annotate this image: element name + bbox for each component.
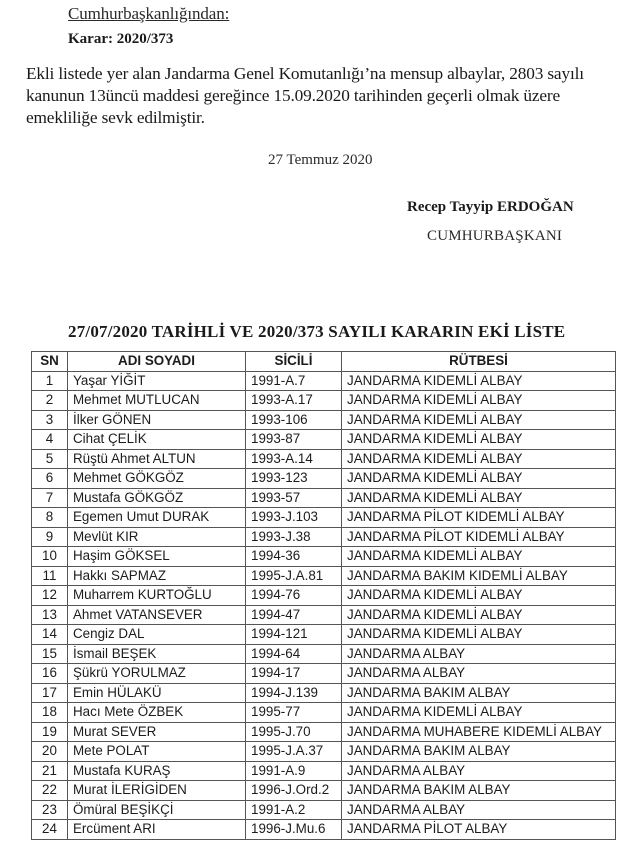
row-rank: JANDARMA KIDEMLİ ALBAY <box>342 625 616 645</box>
decision-number: Karar: 2020/373 <box>68 31 174 47</box>
table-row <box>32 371 616 391</box>
row-rank: JANDARMA KIDEMLİ ALBAY <box>342 410 616 430</box>
row-sn: 19 <box>32 722 68 742</box>
row-sn: 10 <box>32 547 68 567</box>
row-rank: JANDARMA MUHABERE KIDEMLİ ALBAY <box>342 722 616 742</box>
attachment-list-title: 27/07/2020 TARİHLİ VE 2020/373 SAYILI KARARIN EKİ LİSTE <box>68 322 566 341</box>
table-row <box>32 430 616 450</box>
row-sn: 21 <box>32 761 68 781</box>
row-name: Haşim GÖKSEL <box>68 547 246 567</box>
row-name: Ercüment ARI <box>68 820 246 840</box>
row-sicil: 1994-76 <box>246 586 342 606</box>
row-sicil: 1994-121 <box>246 625 342 645</box>
issuer-heading: Cumhurbaşkanlığından: <box>68 4 230 23</box>
row-rank: JANDARMA BAKIM ALBAY <box>342 781 616 801</box>
row-sicil: 1996-J.Mu.6 <box>246 820 342 840</box>
table-row <box>32 449 616 469</box>
row-name: Ahmet VATANSEVER <box>68 605 246 625</box>
row-sn: 11 <box>32 566 68 586</box>
table-row <box>32 547 616 567</box>
row-sicil: 1995-J.70 <box>246 722 342 742</box>
table-header-row <box>32 352 616 372</box>
row-sicil: 1991-A.7 <box>246 371 342 391</box>
row-sn: 12 <box>32 586 68 606</box>
row-sicil: 1994-47 <box>246 605 342 625</box>
column-header-sicil: SİCİLİ <box>246 352 342 372</box>
table-row <box>32 664 616 684</box>
row-sicil: 1994-36 <box>246 547 342 567</box>
row-name: Mete POLAT <box>68 742 246 762</box>
row-sicil: 1993-57 <box>246 488 342 508</box>
row-sn: 2 <box>32 391 68 411</box>
row-sicil: 1995-77 <box>246 703 342 723</box>
row-sicil: 1993-A.17 <box>246 391 342 411</box>
row-name: Hakkı SAPMAZ <box>68 566 246 586</box>
row-sicil: 1993-J.103 <box>246 508 342 528</box>
row-sicil: 1991-A.9 <box>246 761 342 781</box>
row-sicil: 1994-17 <box>246 664 342 684</box>
row-name: Şükrü YORULMAZ <box>68 664 246 684</box>
row-sn: 17 <box>32 683 68 703</box>
row-rank: JANDARMA PİLOT ALBAY <box>342 820 616 840</box>
row-name: Mevlüt KIR <box>68 527 246 547</box>
row-sicil: 1991-A.2 <box>246 800 342 820</box>
row-name: Cengiz DAL <box>68 625 246 645</box>
row-rank: JANDARMA BAKIM ALBAY <box>342 683 616 703</box>
row-sn: 1 <box>32 371 68 391</box>
table-row <box>32 605 616 625</box>
decision-date: 27 Temmuz 2020 <box>268 152 373 168</box>
row-name: İlker GÖNEN <box>68 410 246 430</box>
row-name: Egemen Umut DURAK <box>68 508 246 528</box>
row-name: Muharrem KURTOĞLU <box>68 586 246 606</box>
table-row <box>32 391 616 411</box>
column-header-rank: RÜTBESİ <box>342 352 616 372</box>
row-name: Mehmet MUTLUCAN <box>68 391 246 411</box>
table-row <box>32 586 616 606</box>
row-sn: 24 <box>32 820 68 840</box>
row-name: Murat İLERİGİDEN <box>68 781 246 801</box>
row-name: Mustafa KURAŞ <box>68 761 246 781</box>
row-name: Murat SEVER <box>68 722 246 742</box>
table-body <box>32 371 616 839</box>
row-sn: 22 <box>32 781 68 801</box>
column-header-sn: SN <box>32 352 68 372</box>
row-name: İsmail BEŞEK <box>68 644 246 664</box>
row-sicil: 1993-87 <box>246 430 342 450</box>
row-sicil: 1995-J.A.81 <box>246 566 342 586</box>
row-sicil: 1994-J.139 <box>246 683 342 703</box>
row-rank: JANDARMA BAKIM KIDEMLİ ALBAY <box>342 566 616 586</box>
row-name: Yaşar YİĞİT <box>68 371 246 391</box>
row-sn: 4 <box>32 430 68 450</box>
row-sicil: 1996-J.Ord.2 <box>246 781 342 801</box>
row-name: Hacı Mete ÖZBEK <box>68 703 246 723</box>
row-rank: JANDARMA ALBAY <box>342 644 616 664</box>
table-row <box>32 644 616 664</box>
table-row <box>32 566 616 586</box>
row-rank: JANDARMA KIDEMLİ ALBAY <box>342 586 616 606</box>
table-row <box>32 488 616 508</box>
row-rank: JANDARMA KIDEMLİ ALBAY <box>342 488 616 508</box>
row-sn: 13 <box>32 605 68 625</box>
row-rank: JANDARMA KIDEMLİ ALBAY <box>342 605 616 625</box>
row-sn: 14 <box>32 625 68 645</box>
row-sn: 20 <box>32 742 68 762</box>
row-rank: JANDARMA KIDEMLİ ALBAY <box>342 547 616 567</box>
row-name: Mehmet GÖKGÖZ <box>68 469 246 489</box>
row-sn: 15 <box>32 644 68 664</box>
row-name: Rüştü Ahmet ALTUN <box>68 449 246 469</box>
row-name: Emin HÜLAKÜ <box>68 683 246 703</box>
row-sn: 16 <box>32 664 68 684</box>
row-rank: JANDARMA KIDEMLİ ALBAY <box>342 703 616 723</box>
row-sicil: 1993-J.38 <box>246 527 342 547</box>
decision-body-text: Ekli listede yer alan Jandarma Genel Komutanlığı’na mensup albaylar, 2803 sayılı kanunun 13üncü maddesi gereğince 15.09.2020 tarihinden geçerli olmak üzere emekliliğe sevk edilmiştir. <box>26 64 584 127</box>
row-rank: JANDARMA ALBAY <box>342 761 616 781</box>
row-sn: 18 <box>32 703 68 723</box>
table-row <box>32 469 616 489</box>
table-row <box>32 800 616 820</box>
column-header-name: ADI SOYADI <box>68 352 246 372</box>
row-sicil: 1993-106 <box>246 410 342 430</box>
row-sn: 6 <box>32 469 68 489</box>
table-row <box>32 527 616 547</box>
row-sn: 8 <box>32 508 68 528</box>
table-row <box>32 761 616 781</box>
table-row <box>32 410 616 430</box>
table-row <box>32 683 616 703</box>
row-sn: 3 <box>32 410 68 430</box>
row-sn: 9 <box>32 527 68 547</box>
table-row <box>32 508 616 528</box>
row-rank: JANDARMA KIDEMLİ ALBAY <box>342 449 616 469</box>
row-sn: 7 <box>32 488 68 508</box>
row-sn: 5 <box>32 449 68 469</box>
row-sn: 23 <box>32 800 68 820</box>
table-row <box>32 703 616 723</box>
table-row <box>32 625 616 645</box>
row-rank: JANDARMA PİLOT KIDEMLİ ALBAY <box>342 527 616 547</box>
row-sicil: 1993-A.14 <box>246 449 342 469</box>
table-row <box>32 781 616 801</box>
row-name: Mustafa GÖKGÖZ <box>68 488 246 508</box>
table-row <box>32 722 616 742</box>
row-rank: JANDARMA BAKIM ALBAY <box>342 742 616 762</box>
signer-title: CUMHURBAŞKANI <box>427 228 563 244</box>
row-rank: JANDARMA KIDEMLİ ALBAY <box>342 469 616 489</box>
row-rank: JANDARMA KIDEMLİ ALBAY <box>342 391 616 411</box>
row-sicil: 1993-123 <box>246 469 342 489</box>
row-name: Ömüral BEŞİKÇİ <box>68 800 246 820</box>
attachment-table <box>31 351 616 840</box>
row-rank: JANDARMA ALBAY <box>342 664 616 684</box>
row-sicil: 1994-64 <box>246 644 342 664</box>
row-rank: JANDARMA KIDEMLİ ALBAY <box>342 371 616 391</box>
row-sicil: 1995-J.A.37 <box>246 742 342 762</box>
row-rank: JANDARMA ALBAY <box>342 800 616 820</box>
table-row <box>32 742 616 762</box>
signer-name: Recep Tayyip ERDOĞAN <box>407 199 574 215</box>
table-row <box>32 820 616 840</box>
row-name: Cihat ÇELİK <box>68 430 246 450</box>
row-rank: JANDARMA KIDEMLİ ALBAY <box>342 430 616 450</box>
row-rank: JANDARMA PİLOT KIDEMLİ ALBAY <box>342 508 616 528</box>
